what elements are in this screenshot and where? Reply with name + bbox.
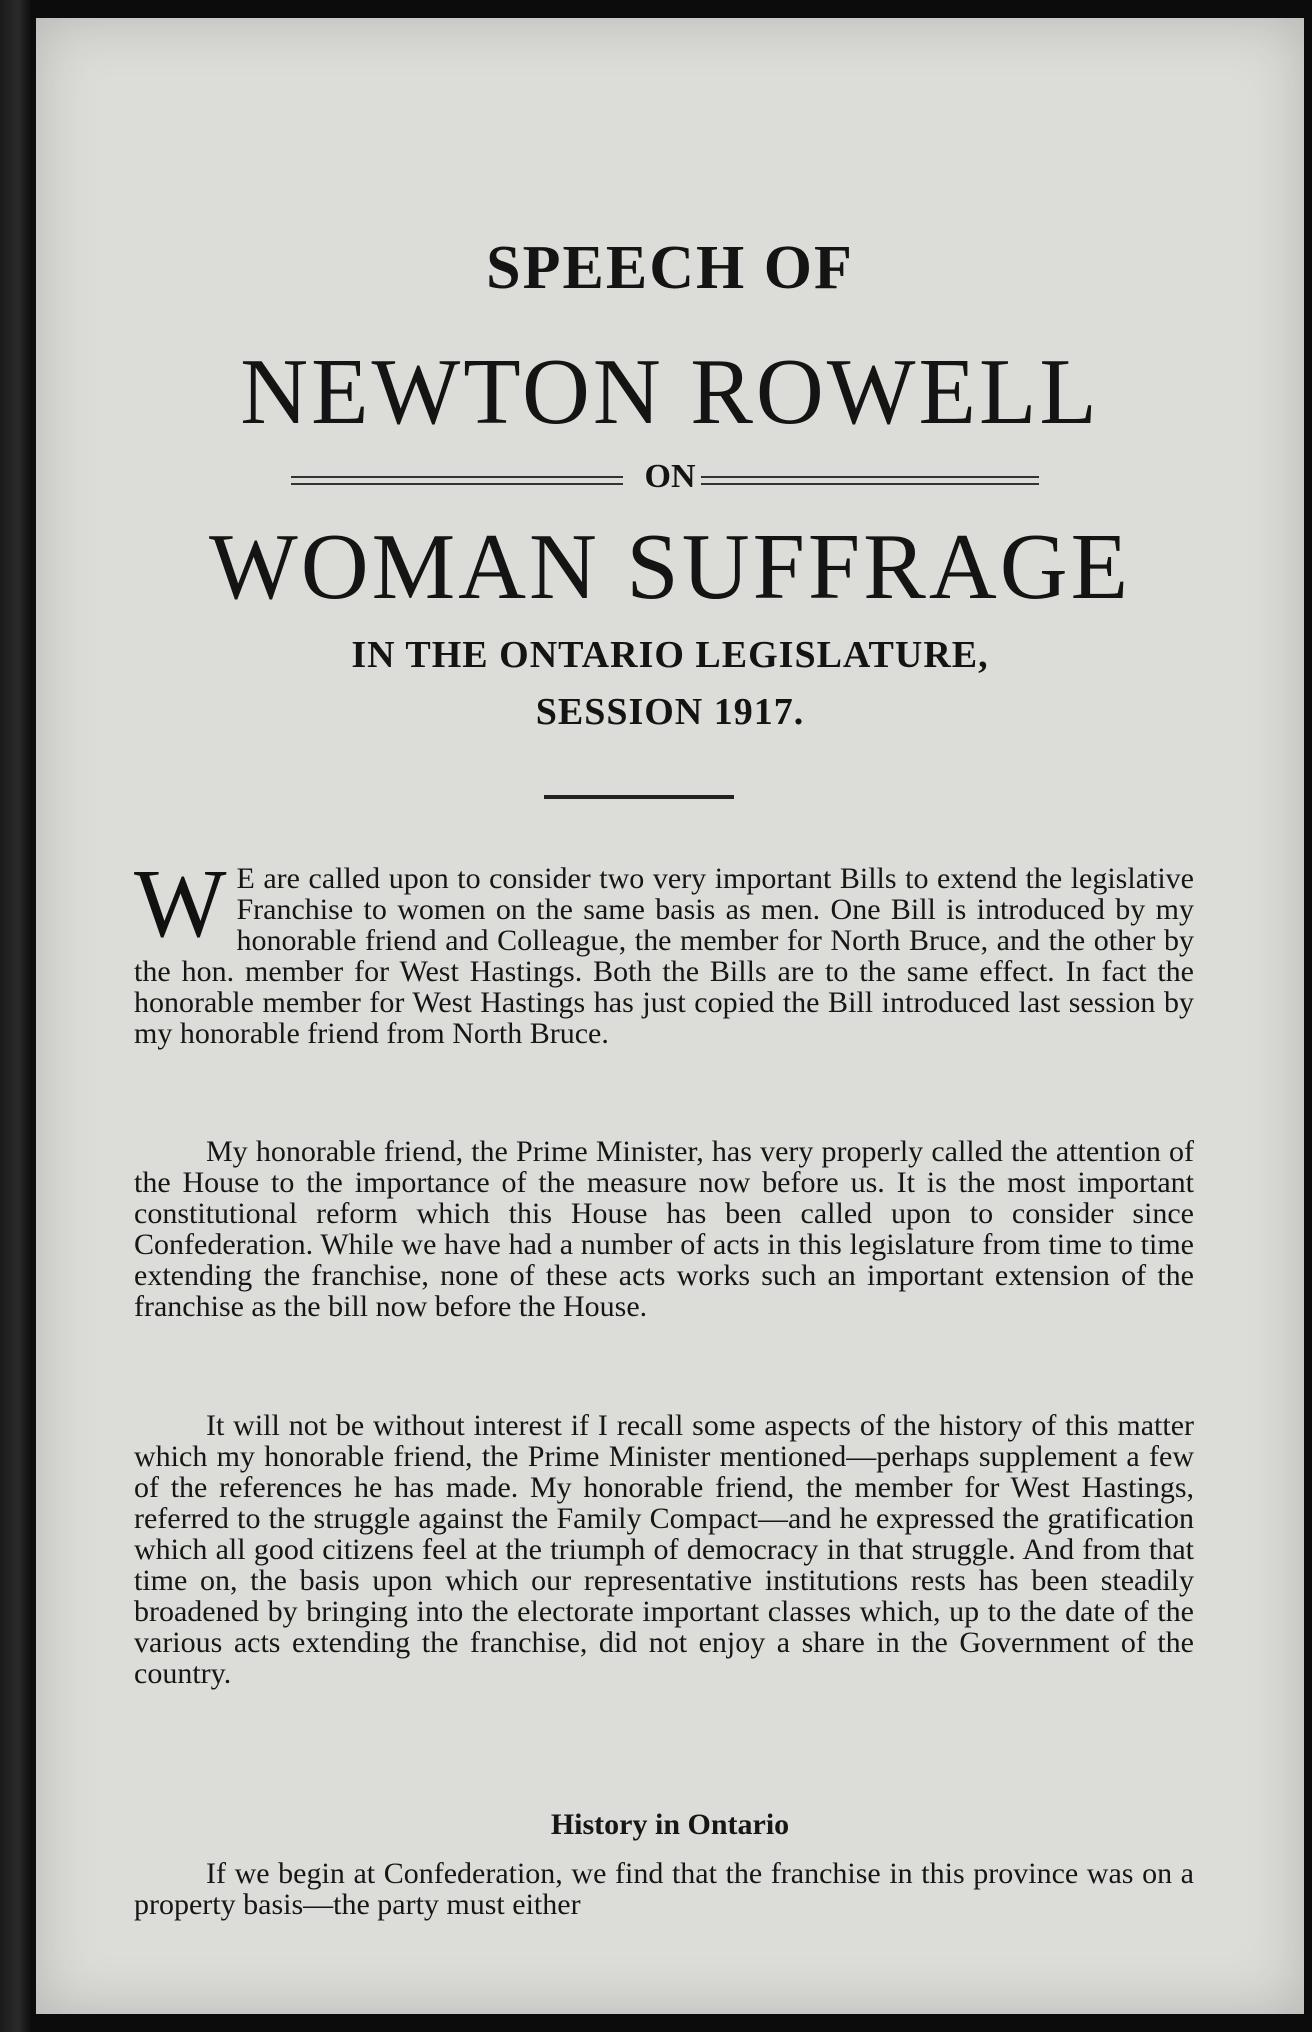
title-on: ON [644,458,696,495]
paragraph-3: It will not be without interest if I recall some aspects of the history of this matter which my honorable friend, the Prime Minister mentioned—perhaps supplement a few of the references he has made. My honorable friend, the member for West Hastings, referred to the struggle against the Family Compact—and he expressed the gratification which all good citizens feel at the triumph of democracy in that struggle. And from that time on, the basis upon which our representative institutions rests has been steadily broadened by bringing into the electorate important classes which, up to the date of the various acts extending the franchise, did not enjoy a share in the Government of the country. [134,1409,1194,1690]
subtitle-line-1: IN THE ONTARIO LEGISLATURE, [351,634,989,676]
paragraph-2: My honorable friend, the Prime Minister, has very properly called the attention of the House to the importance of the measure now before us. It is the most important constitutional reform which this House has been called upon to consider since Confederation. While we have had a number of acts in this legislature from time to time extending the franchise, none of these acts works such an important extension of the franchise as the bill now before the House. [134,1135,1194,1323]
adjacent-page-edge [0,0,30,2032]
title-on-row [36,458,1304,498]
section-divider [544,795,734,799]
document-page [36,18,1304,2014]
drop-cap: W [134,850,227,958]
section-heading: History in Ontario [550,1808,790,1841]
subtitle-line-2: SESSION 1917. [535,691,805,733]
title-speaker-name: NEWTON ROWELL [240,340,1100,444]
title-topic: WOMAN SUFFRAGE [208,515,1132,619]
paragraph-4: If we begin at Confederation, we find that the franchise in this province was on a property basis—the party must either [134,1857,1194,1921]
paragraph-1 [134,850,1194,1050]
double-rule-right [701,476,1039,485]
paragraph-1-text: E are called upon to consider two very important Bills to extend the legislative Franchise to women on the same basis as men. One Bill is introduced by my honorable friend and Colleague, the member for North Bruce, and the other by the hon. member for West Hastings. Both the Bills are to the same effect. In fact the honorable member for West Hastings has just copied the Bill introduced last session by my honorable friend from North Bruce. [134,862,1194,1050]
title-speech-of: SPEECH OF [486,234,854,302]
